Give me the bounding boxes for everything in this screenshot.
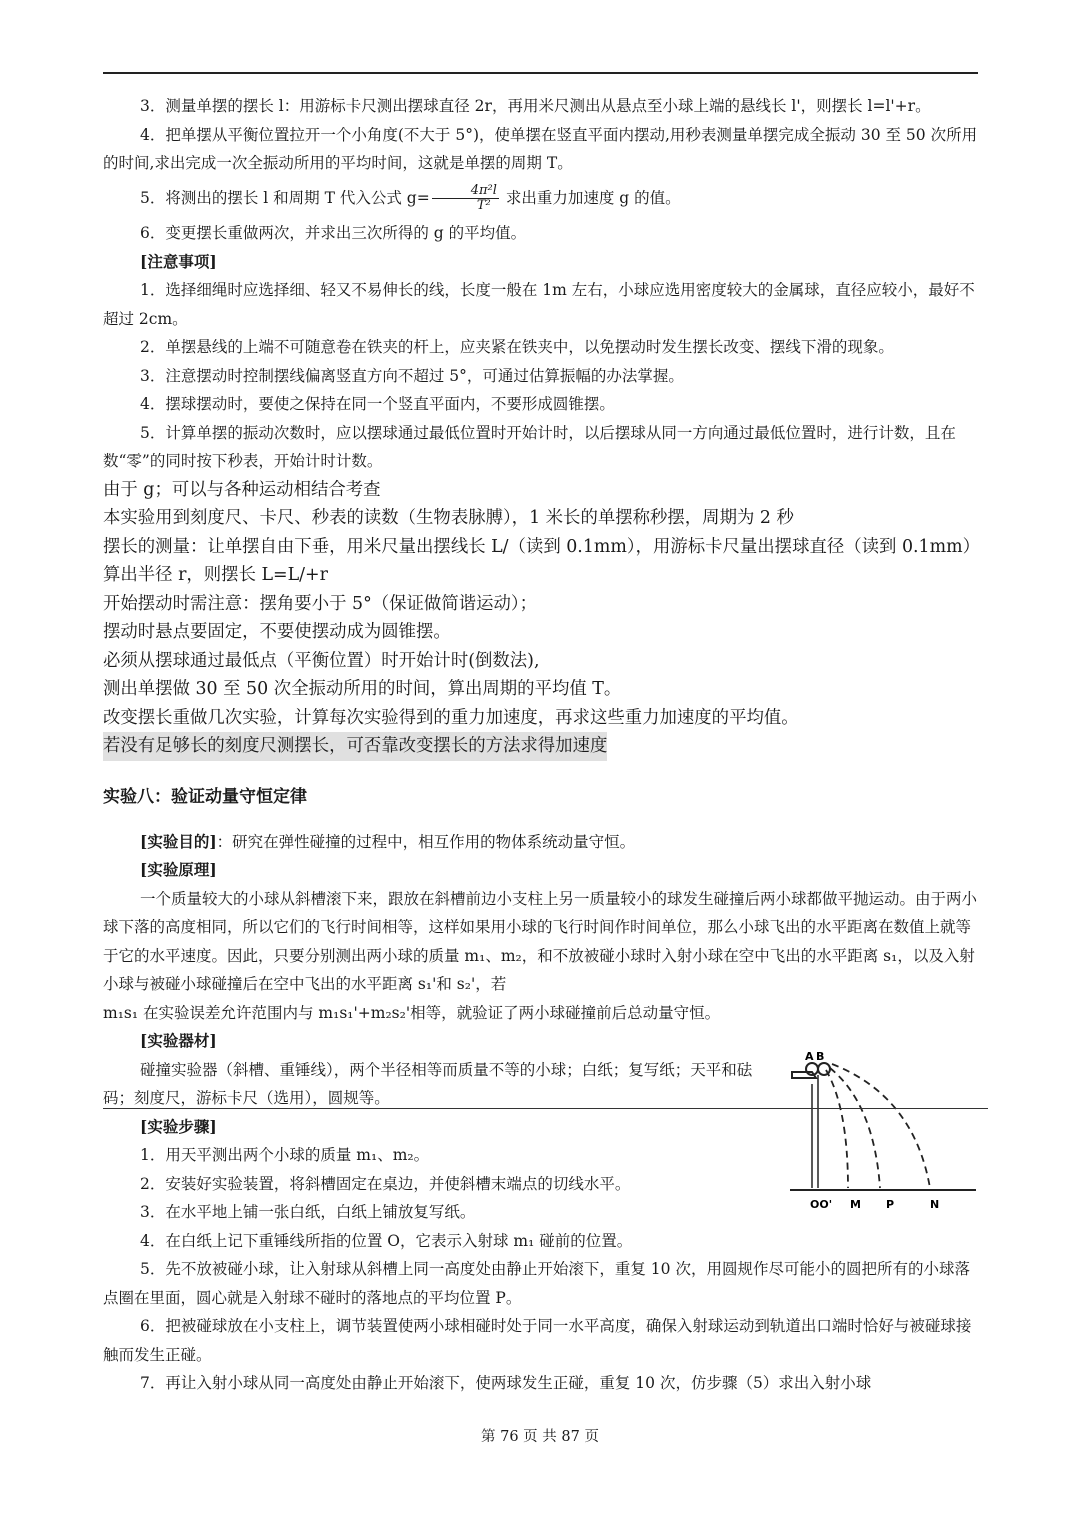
formula-denominator: T² (476, 198, 491, 213)
formula-prefix: 5．将测出的摆长 l 和周期 T 代入公式 g= (140, 188, 430, 207)
summary-line: 改变摆长重做几次实验，计算每次实验得到的重力加速度，再求这些重力加速度的平均值。 (103, 707, 799, 728)
exp8-equipment-text: 碰撞实验器（斜槽、重锤线），两个半径相等而质量不等的小球；白纸；复写纸；天平和砝码；刻度尺，游标卡尺（选用），圆规等。 (103, 1060, 753, 1107)
n-label: N (930, 1198, 940, 1211)
paragraph: 5．计算单摆的振动次数时，应以摆球通过最低位置时开始计时，以后摆球从同一方向通过最低位置时，进行计数，且在数“零”的同时按下秒表，开始计时计数。 (103, 423, 956, 470)
page-number: 第 76 页 共 87 页 (481, 1429, 599, 1445)
step-item: 6．把被碰球放在小支柱上，调节装置使两小球相碰时处于同一水平高度，确保入射球运动到轨道出口端时恰好与被碰球接触而发生正碰。 (103, 1317, 972, 1364)
summary-line: 必须从摆球通过最低点（平衡位置）时开始计时(倒数法), (103, 650, 540, 671)
exp8-purpose: [实验目的]：研究在弹性碰撞的过程中，相互作用的物体系统动量守恒。 (140, 831, 636, 851)
step-item: 4．在白纸上记下重锤线所指的位置 O，它表示入射球 m₁ 碰前的位置。 (140, 1231, 633, 1250)
highlight-line: 若没有足够长的刻度尺测摆长，可否靠改变摆长的方法求得加速度 (103, 732, 979, 761)
paragraph: 4．把单摆从平衡位置拉开一个小角度(不大于 5°)，使单摆在竖直平面内摆动,用秒表测量单摆完成全振动 30 至 50 次所用的时间,求出完成一次全振动所用的平均时间，这就是单摆的周期 T。 (103, 125, 978, 172)
formula-suffix: 求出重力加速度 g 的值。 (500, 188, 681, 207)
summary-line: 摆动时悬点要固定，不要使摆动成为圆锥摆。 (103, 622, 451, 642)
paragraph: 3．注意摆动时控制摆线偏离竖直方向不超过 5°，可通过估算振幅的办法掌握。 (140, 366, 684, 385)
gravity-formula (432, 184, 499, 213)
ball-a-label: A (805, 1050, 814, 1063)
ball-b-label: B (816, 1050, 825, 1063)
exp8-equipment-label: [实验器材] (140, 1031, 217, 1050)
paragraph: 3．测量单摆的摆长 l：用游标卡尺测出摆球直径 2r，再用米尺测出从悬点至小球上端的悬线长 l'，则摆长 l=l'+r。 (140, 97, 931, 115)
step-item: 1．用天平测出两个小球的质量 m₁、m₂。 (140, 1146, 430, 1164)
paragraph: [注意事项] (140, 251, 217, 271)
exp8-steps-label: [实验步骤] (140, 1116, 217, 1136)
paragraph: 4．摆球摆动时，要使之保持在同一个竖直平面内，不要形成圆锥摆。 (140, 395, 615, 413)
exp8-principle-text: 一个质量较大的小球从斜槽滚下来，跟放在斜槽前边小支柱上另一质量较小的球发生碰撞后两小球都做平抛运动。由于两小球下落的高度相同，所以它们的飞行时间相等，这样如果用小球的飞行时间作时间单位，那么小球飞出的水平距离在数值上就等于它的水平速度。因此，只要分别测出两小球的质量 m₁、m₂，和不放被碰小球时入射小球在空中飞出的水平距离 s₁，以及入射小球与被碰小球碰撞后在空中飞出的水平距离 s₁'和 s₂'，若 (103, 889, 978, 993)
step-item: 5．先不放被碰小球，让入射球从斜槽上同一高度处由静止开始滚下，重复 10 次，用圆规作尽可能小的圆把所有的小球落点圈在里面，圆心就是入射球不碰时的落地点的平均位置 P。 (103, 1260, 970, 1307)
experiment-8-title: 实验八：验证动量守恒定律 (103, 786, 307, 807)
summary-line: 本实验用到刻度尺、卡尺、秒表的读数（生物表脉膊），1 米长的单摆称秒摆，周期为 2 秒 (103, 508, 794, 528)
m-label: M (850, 1198, 861, 1211)
formula-numerator: 4π²l (432, 184, 499, 199)
step-item: 3．在水平地上铺一张白纸，白纸上铺放复写纸。 (140, 1203, 476, 1221)
exp8-principle-last: m₁s₁ 在实验误差允许范围内与 m₁s₁'+m₂s₂'相等，就验证了两小球碰撞前后总动量守恒。 (103, 1003, 721, 1022)
p-label: P (886, 1198, 895, 1211)
summary-line: 摆长的测量：让单摆自由下垂，用米尺量出摆线长 L/（读到 0.1mm），用游标卡尺量出摆球直径（读到 0.1mm）算出半径 r，则摆长 L=L/+r (103, 536, 972, 585)
paragraph: 6．变更摆长重做两次，并求出三次所得的 g 的平均值。 (140, 224, 527, 242)
paragraph: 1．选择细绳时应选择细、轻又不易伸长的线，长度一般在 1m 左右，小球应选用密度较大的金属球，直径应较小，最好不超过 2cm。 (103, 281, 975, 328)
origin-label: OO' (810, 1198, 833, 1211)
step-item: 2．安装好实验装置，将斜槽固定在桌边，并使斜槽末端点的切线水平。 (140, 1174, 631, 1193)
summary-line: 开始摆动时需注意：摆角要小于 5°（保证做简谐运动）； (103, 593, 537, 614)
step-item: 7．再让入射小球从同一高度处由静止开始滚下，使两球发生正碰，重复 10 次，仿步骤（5）求出入射小球 (140, 1374, 872, 1392)
summary-line: 由于 g；可以与各种运动相结合考查 (103, 479, 381, 500)
trajectory-m (826, 1070, 848, 1188)
footer-rule (103, 1108, 988, 1109)
exp8-principle-label: [实验原理] (140, 860, 217, 879)
summary-line: 测出单摆做 30 至 50 次全振动所用的时间，算出周期的平均值 T。 (103, 679, 622, 699)
trajectory-p (830, 1068, 880, 1188)
collision-apparatus-diagram (786, 1048, 978, 1216)
paragraph: 2．单摆悬线的上端不可随意卷在铁夹的杆上，应夹紧在铁夹中，以免摆动时发生摆长改变、摆线下滑的现象。 (140, 338, 894, 356)
header-rule (103, 72, 978, 74)
formula-line (103, 184, 979, 214)
trajectory-n (832, 1064, 930, 1188)
